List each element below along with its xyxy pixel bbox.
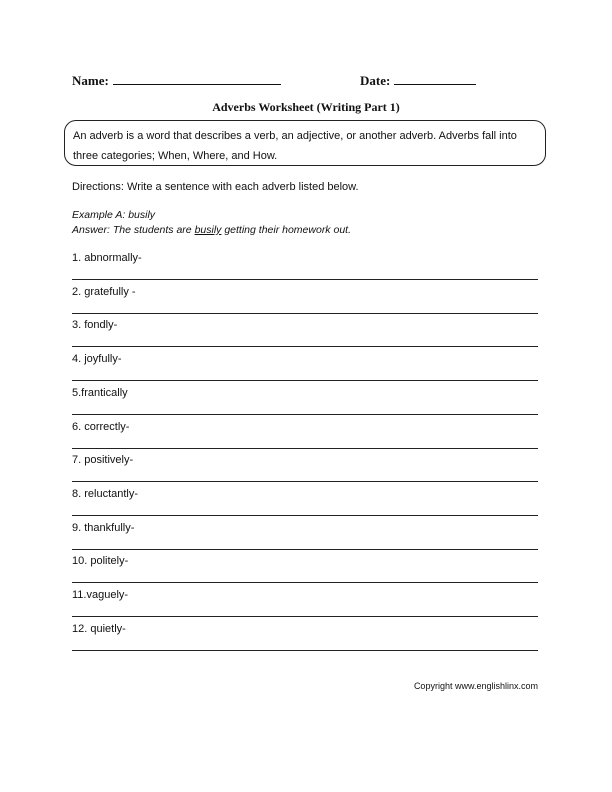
example-answer-word: busily — [194, 224, 222, 236]
name-field[interactable] — [72, 72, 281, 90]
list-item — [72, 387, 538, 421]
date-label: Date: — [360, 73, 391, 88]
list-item — [72, 589, 538, 623]
item-label: 5.frantically — [72, 386, 128, 399]
list-item — [72, 454, 538, 488]
copyright: Copyright www.englishlinx.com — [413, 681, 538, 691]
item-label: 7. positively- — [72, 454, 134, 467]
answer-line[interactable] — [72, 414, 538, 415]
list-item — [72, 286, 538, 320]
example-answer — [72, 224, 351, 236]
example-label: Example A: busily — [72, 209, 156, 221]
name-blank-line[interactable] — [113, 72, 281, 85]
answer-line[interactable] — [72, 279, 538, 280]
item-label: 12. quietly- — [72, 622, 126, 635]
list-item — [72, 522, 538, 556]
definition-box: An adverb is a word that describes a verb, an adjective, or another adverb. Adverbs fall into three categories; When, Where, and How. — [64, 120, 546, 166]
worksheet-title: Adverbs Worksheet (Writing Part 1) — [212, 100, 400, 114]
item-label: 1. abnormally- — [72, 252, 142, 264]
item-label: 3. fondly- — [72, 319, 118, 332]
list-item — [72, 421, 538, 455]
example-answer-prefix: Answer: The students are — [72, 224, 195, 236]
answer-line[interactable] — [72, 481, 538, 482]
answer-line[interactable] — [72, 616, 538, 617]
answer-line[interactable] — [72, 582, 538, 583]
answer-line[interactable] — [72, 313, 538, 314]
list-item — [72, 555, 538, 589]
answer-line[interactable] — [72, 346, 538, 347]
directions: Directions: Write a sentence with each adverb listed below. — [72, 181, 359, 193]
list-item — [72, 353, 538, 387]
item-label: 10. politely- — [72, 555, 129, 568]
date-field[interactable] — [360, 72, 476, 90]
list-item — [72, 319, 538, 353]
example-answer-suffix: getting their homework out. — [221, 224, 351, 236]
item-label: 8. reluctantly- — [72, 487, 139, 500]
name-label: Name: — [72, 73, 109, 88]
list-item — [72, 623, 538, 657]
answer-line[interactable] — [72, 380, 538, 381]
answer-line[interactable] — [72, 448, 538, 449]
answer-line[interactable] — [72, 549, 538, 550]
answer-line[interactable] — [72, 515, 538, 516]
item-label: 4. joyfully- — [72, 353, 122, 366]
list-item — [72, 252, 538, 286]
item-label: 11.vaguely- — [72, 589, 129, 601]
list-item — [72, 488, 538, 522]
item-label: 2. gratefully - — [72, 285, 136, 298]
date-blank-line[interactable] — [394, 72, 476, 85]
item-label: 9. thankfully- — [72, 521, 135, 534]
item-label: 6. correctly- — [72, 420, 130, 433]
answer-line[interactable] — [72, 650, 538, 651]
